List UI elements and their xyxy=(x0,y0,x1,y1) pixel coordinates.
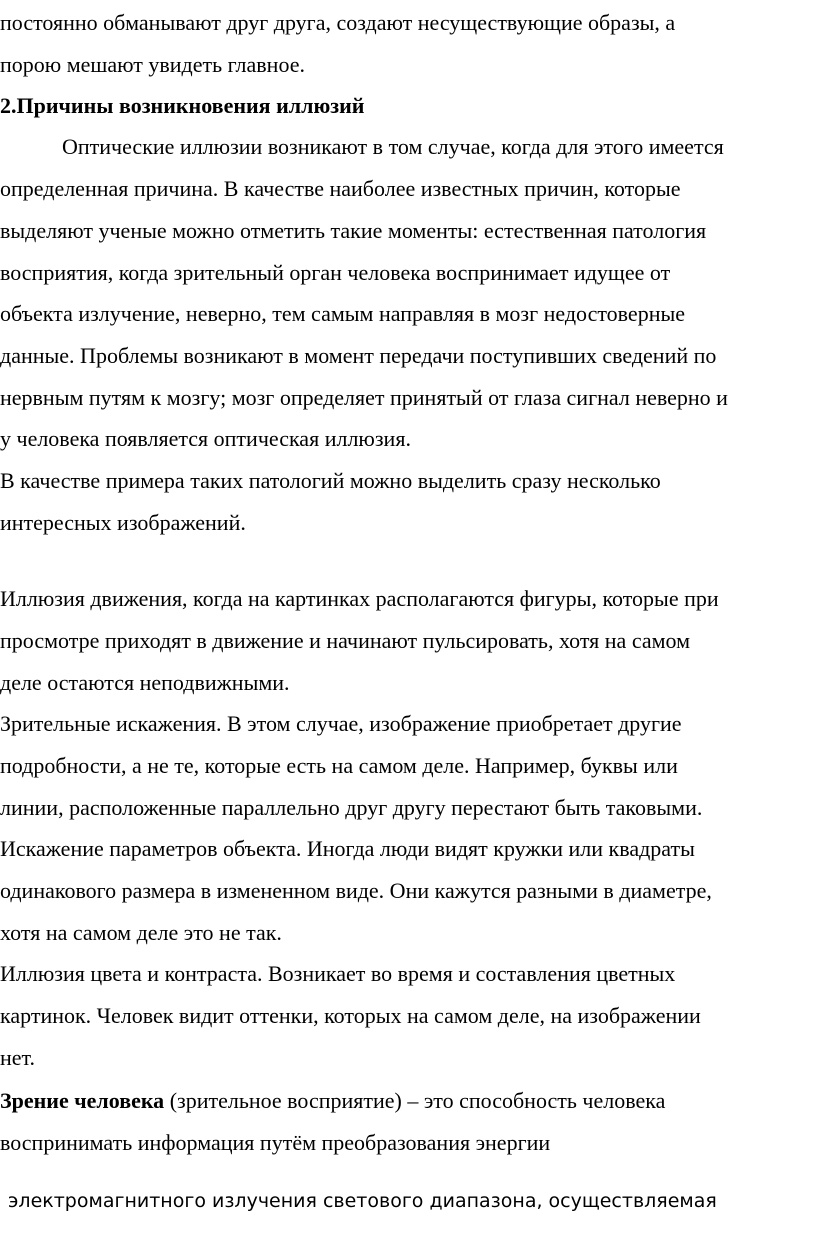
paragraph-line: постоянно обманывают друг друга, создают несуществующие образы, а xyxy=(0,10,676,35)
paragraph-line: у человека появляется оптическая иллюзия. xyxy=(0,426,411,451)
paragraph-line: порою мешают увидеть главное. xyxy=(0,52,305,77)
paragraph-line: Зрительные искажения. В этом случае, изображение приобретает другие xyxy=(0,711,682,736)
paragraph-line: Иллюзия движения, когда на картинках располагаются фигуры, которые при xyxy=(0,586,719,611)
definition-term: Зрение человека xyxy=(0,1088,165,1113)
definition-line: воспринимать информация путём преобразования энергии xyxy=(0,1130,551,1155)
paragraph-line: нет. xyxy=(0,1045,35,1070)
paragraph-line: деле остаются неподвижными. xyxy=(0,670,290,695)
definition-line xyxy=(0,1087,665,1115)
section-heading: 2.Причины возникновения иллюзий xyxy=(0,93,365,118)
definition-text: (зрительное восприятие) – это способность человека xyxy=(164,1088,666,1113)
paragraph-line: объекта излучение, неверно, тем самым направляя в мозг недостоверные xyxy=(0,301,686,326)
paragraph-line: нервным путям к мозгу; мозг определяет принятый от глаза сигнал неверно и xyxy=(0,385,728,410)
paragraph-line: линии, расположенные параллельно друг другу перестают быть таковыми. xyxy=(0,795,703,820)
paragraph-line: данные. Проблемы возникают в момент передачи поступивших сведений по xyxy=(0,343,717,368)
paragraph-line: выделяют ученые можно отметить такие моменты: естественная патология xyxy=(0,218,707,243)
paragraph-line: просмотре приходят в движение и начинают пульсировать, хотя на самом xyxy=(0,628,691,653)
paragraph-line: В качестве примера таких патологий можно выделить сразу несколько xyxy=(0,468,661,493)
paragraph-line: определенная причина. В качестве наиболее известных причин, которые xyxy=(0,176,681,201)
paragraph-line: интересных изображений. xyxy=(0,510,246,535)
paragraph-line: Искажение параметров объекта. Иногда люди видят кружки или квадраты xyxy=(0,836,695,861)
paragraph-line: восприятия, когда зрительный орган человека воспринимает идущее от xyxy=(0,260,671,285)
paragraph-line: подробности, а не те, которые есть на самом деле. Например, буквы или xyxy=(0,753,678,778)
paragraph-line: одинакового размера в измененном виде. Они кажутся разными в диаметре, xyxy=(0,878,712,903)
paragraph-line: картинок. Человек видит оттенки, которых на самом деле, на изображении xyxy=(0,1003,701,1028)
definition-line: электромагнитного излучения светового диапазона, осуществляемая xyxy=(8,1190,717,1212)
paragraph-line: Иллюзия цвета и контраста. Возникает во время и составления цветных xyxy=(0,961,676,986)
paragraph-line: Оптические иллюзии возникают в том случае, когда для этого имеется xyxy=(62,134,724,159)
paragraph-line: хотя на самом деле это не так. xyxy=(0,920,282,945)
